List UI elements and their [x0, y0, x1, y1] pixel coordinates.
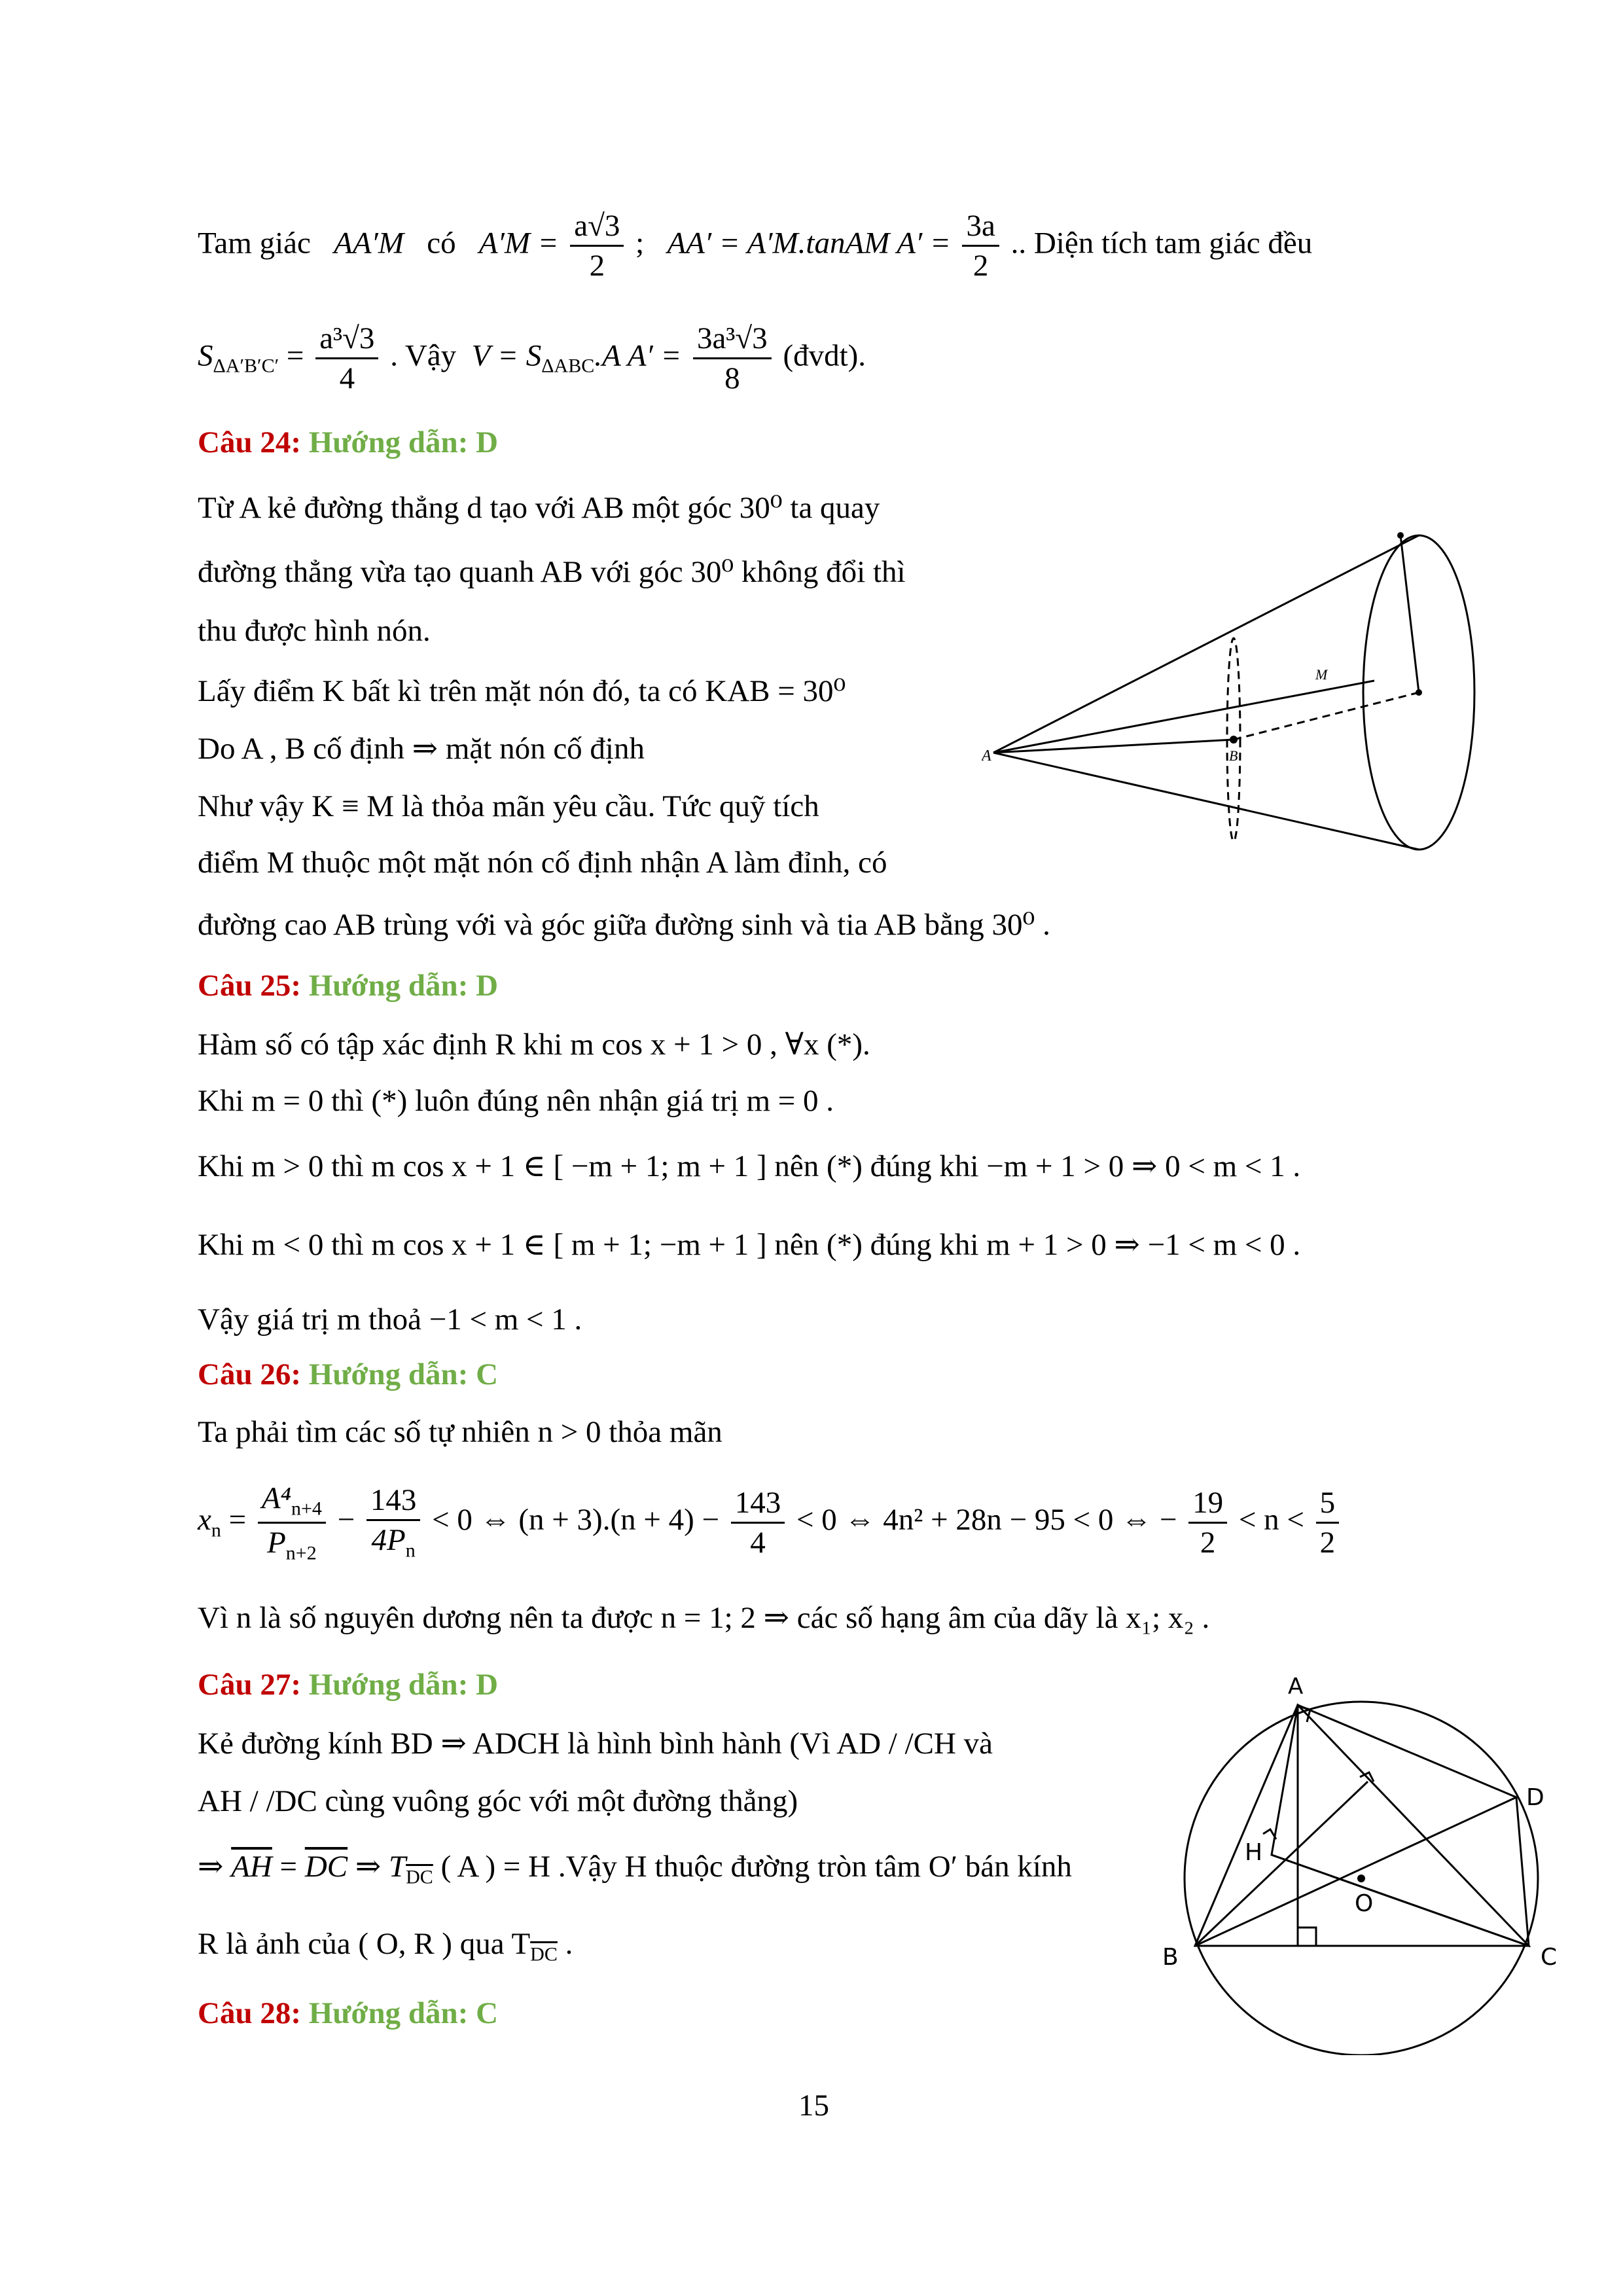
point-top — [1397, 532, 1404, 539]
q25-heading: Câu 25: Hướng dẫn: D — [198, 969, 499, 1003]
label-c: C — [1541, 1944, 1558, 1971]
q24-line-7: điểm M thuộc một mặt nón cố định nhận A làm đỉnh, có — [198, 846, 887, 880]
circle-figure — [1152, 1662, 1571, 2055]
altitude-c — [1272, 1855, 1529, 1946]
right-angle-mark-1 — [1298, 1928, 1316, 1946]
point-o — [1357, 1874, 1365, 1882]
q27-line-1: Kẻ đường kính BD ⇒ ADCH là hình bình hành (Vì AD / /CH và — [198, 1727, 993, 1761]
cone-figure — [982, 524, 1479, 864]
q25-line-1: Hàm số có tập xác định R khi m cos x + 1 > 0 , ∀x (*). — [198, 1028, 870, 1062]
fraction-143-over-4pn: $\frac{143}{4P_n}$ — [366, 1482, 421, 1562]
label-h: H — [1245, 1839, 1263, 1866]
q27-last-line: R là ảnh của ( O, R ) qua $T_{\overline{DC}}$ . — [198, 1927, 573, 1965]
q24-line-1: Từ A kẻ đường thẳng d tạo với AB một góc 30⁰ ta quay — [198, 491, 880, 525]
label-b: B — [1162, 1944, 1179, 1971]
q27-heading: Câu 27: Hướng dẫn: D — [198, 1668, 499, 1702]
cone-label-a: A — [982, 747, 991, 764]
q26-heading: Câu 26: Hướng dẫn: C — [198, 1357, 499, 1391]
q24-line-8: đường cao AB trùng với và góc giữa đường sinh và tia AB bằng 30⁰ . — [198, 908, 1050, 942]
cone-radius — [1400, 535, 1419, 692]
altitude-b — [1195, 1782, 1368, 1946]
label-d: D — [1526, 1784, 1544, 1811]
quad-adch — [1272, 1705, 1529, 1946]
label-a: A — [1288, 1674, 1304, 1700]
fraction-143-over-4: $\frac{143}{4}$ — [731, 1485, 785, 1560]
cone-label-m: M — [1315, 666, 1328, 683]
fraction-area: $\frac{\text{a³√3}}{4}$ — [315, 321, 378, 396]
q24-line-5: Do A , B cố định ⇒ mặt nón cố định — [198, 732, 645, 766]
q25-line-4: Khi m < 0 thì m cos x + 1 ∈ [ m + 1; −m + 1 ] nên (*) đúng khi m + 1 > 0 ⇒ −1 < m < 0 . — [198, 1228, 1301, 1262]
q24-heading: Câu 24: Hướng dẫn: D — [198, 425, 499, 459]
point-b — [1230, 736, 1238, 744]
cone-generatrix-bottom — [993, 753, 1419, 850]
q24-line-4: Lấy điểm K bất kì trên mặt nón đó, ta có KAB = 30⁰ — [198, 674, 846, 708]
q28-heading: Câu 28: Hướng dẫn: C — [198, 1996, 499, 2030]
q25-line-2: Khi m = 0 thì (*) luôn đúng nên nhận giá trị m = 0 . — [198, 1084, 834, 1118]
point-center — [1416, 689, 1422, 696]
fraction-19-over-2: $\frac{19}{2}$ — [1188, 1485, 1227, 1560]
q24-line-6: Như vậy K ≡ M là thỏa mãn yêu cầu. Tức quỹ tích — [198, 789, 819, 823]
q26-equation: $x_n$ = $\frac{A^4_{n+4}}{P_{n+2}}$ − $\frac{143}{4P_n}$ < 0 ⇔ (n + 3).(n + 4) − $\frac{143}{4}$ < 0 ⇔ 4n² + 28n − 95 < 0 ⇔ − $\frac{19}{2}$ < n < $\frac{5}{2}$ — [198, 1480, 1343, 1565]
fraction-volume: $\frac{\text{3a³√3}}{8}$ — [693, 321, 772, 396]
fraction-arrangement: $\frac{A^4_{n+4}}{P_{n+2}}$ — [258, 1480, 326, 1565]
cone-generatrix-top — [993, 535, 1419, 753]
cone-label-b: B — [1229, 747, 1238, 764]
q26-conclusion: Vì n là số nguyên dương nên ta được n = 1; 2 ⇒ các số hạng âm của dãy là x₁; x₂ . — [198, 1601, 1210, 1635]
q27-vector-line: ⇒ $\overline{AH} = \overline{DC}$ ⇒ $T_{\overline{DC}}$ ( A ) = H .Vậy H thuộc đường tròn tâm O′ bán kính — [198, 1850, 1072, 1888]
fraction-a-root3-over-2: $\frac{a√3}{2}$ — [570, 208, 624, 283]
label-o: O — [1355, 1890, 1374, 1917]
q24-line-2: đường thẳng vừa tạo quanh AB với góc 30⁰ không đổi thì — [198, 555, 906, 589]
q27-line-2: AH / /DC cùng vuông góc với một đường thẳng) — [198, 1784, 798, 1818]
q25-line-3: Khi m > 0 thì m cos x + 1 ∈ [ −m + 1; m + 1 ] nên (*) đúng khi −m + 1 > 0 ⇒ 0 < m < 1 . — [198, 1149, 1301, 1183]
q26-intro: Ta phải tìm các số tự nhiên n > 0 thỏa mãn — [198, 1415, 722, 1449]
page-number: 15 — [798, 2089, 829, 2123]
cone-axis-dashed — [1234, 692, 1419, 740]
right-angle-mark-4 — [1263, 1829, 1276, 1839]
fraction-5-over-2: $\frac{5}{2}$ — [1316, 1485, 1340, 1560]
q24-line-3: thu được hình nón. — [198, 614, 431, 648]
intro-line-1: Tam giác AA′M có A′M = $\frac{a√3}{2}$ ; AA′ = A′M.tanAM A′ = $\frac{3a}{2}$ .. Diện tích tam giác đều — [198, 209, 1313, 283]
q25-line-5: Vậy giá trị m thoả −1 < m < 1 . — [198, 1302, 582, 1336]
fraction-3a-over-2: $\frac{3a}{2}$ — [962, 208, 999, 283]
intro-line-2: $S_{\Delta A'B'C'}$ = $\frac{\text{a³√3}}{4}$ . Vậy $V = S_{\Delta ABC}.A$ A′ = $\frac{\text{3a³√3}}{8}$ (đvdt). — [198, 321, 866, 396]
